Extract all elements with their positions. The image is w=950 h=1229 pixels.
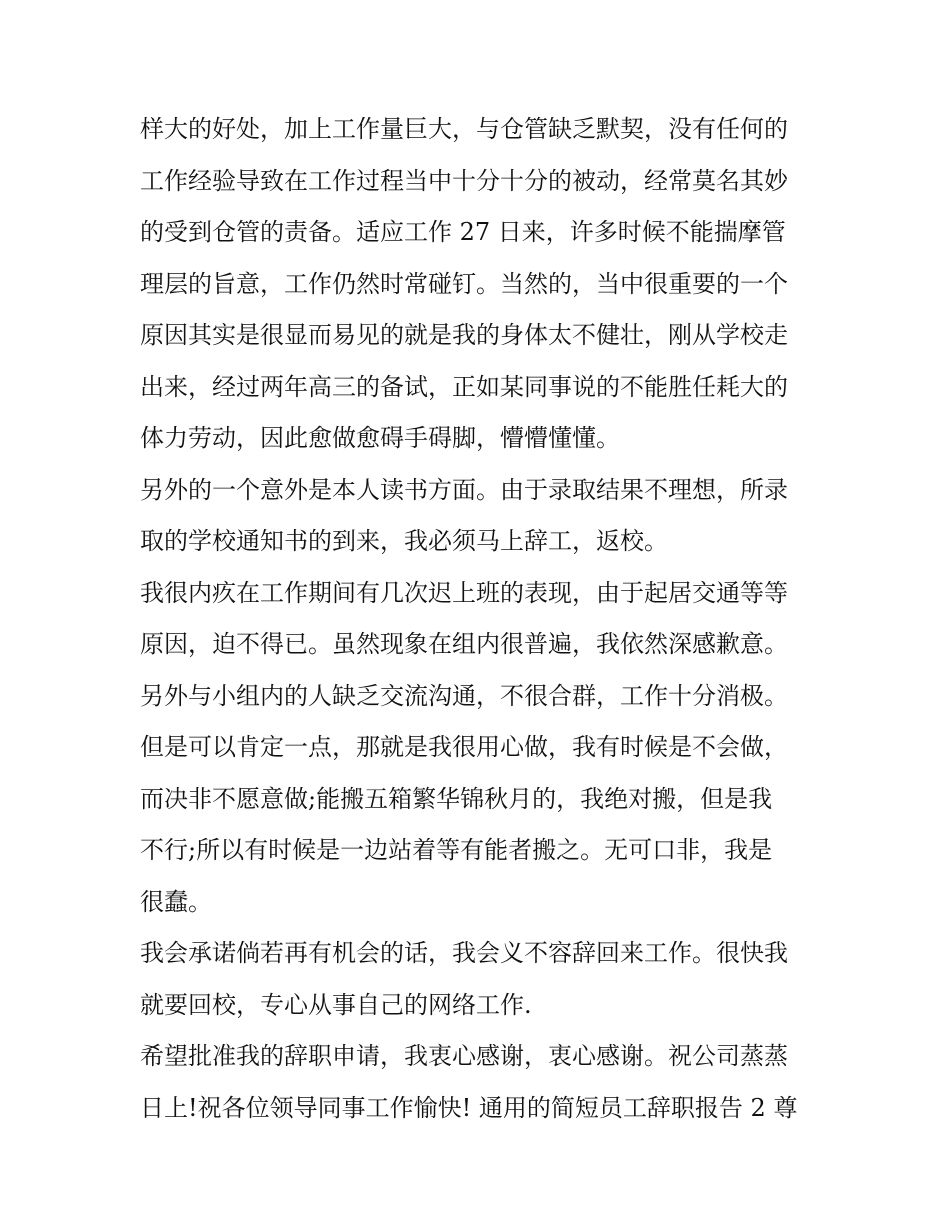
text-line: 很蠢。 bbox=[140, 887, 212, 916]
text-line: 的受到仓管的责备。适应工作 27 日来，许多时候不能揣摩管 bbox=[140, 218, 786, 246]
text-line: 取的学校通知书的到来，我必须马上辞工，返校。 bbox=[140, 527, 668, 555]
text-line: 希望批准我的辞职申请，我衷心感谢，衷心感谢。祝公司蒸蒸 bbox=[140, 1042, 788, 1070]
text-line: 我很内疚在工作期间有几次迟上班的表现，由于起居交通等等 bbox=[140, 578, 788, 607]
text-line: 样大的好处，加上工作量巨大，与仓管缺乏默契，没有任何的 bbox=[140, 115, 788, 143]
text-line: 另外的一个意外是本人读书方面。由于录取结果不理想，所录 bbox=[140, 475, 788, 504]
text-line: 不行;所以有时候是一边站着等有能者搬之。无可口非，我是 bbox=[140, 836, 773, 864]
text-line: 工作经验导致在工作过程当中十分十分的被动，经常莫名其妙 bbox=[140, 166, 788, 195]
text-line: 体力劳动，因此愈做愈碍手碍脚，懵懵懂懂。 bbox=[140, 424, 620, 452]
text-line: 而决非不愿意做;能搬五箱繁华锦秋月的，我绝对搬，但是我 bbox=[140, 784, 773, 813]
text-line: 出来，经过两年高三的备试，正如某同事说的不能胜任耗大的 bbox=[140, 372, 788, 401]
text-line: 日上!祝各位领导同事工作愉快! 通用的简短员工辞职报告 2 尊 bbox=[140, 1093, 798, 1122]
text-line: 我会承诺倘若再有机会的话，我会义不容辞回来工作。很快我 bbox=[140, 939, 788, 967]
document-body bbox=[140, 104, 820, 1134]
text-line: 原因，迫不得已。虽然现象在组内很普遍，我依然深感歉意。 bbox=[140, 630, 788, 658]
text-line: 但是可以肯定一点，那就是我很用心做，我有时候是不会做， bbox=[140, 733, 788, 761]
text-line: 就要回校，专心从事自己的网络工作. bbox=[140, 990, 532, 1019]
text-line: 另外与小组内的人缺乏交流沟通，不很合群，工作十分消极。 bbox=[140, 681, 788, 710]
text-line: 原因其实是很显而易见的就是我的身体太不健壮，刚从学校走 bbox=[140, 321, 788, 349]
text-line: 理层的旨意，工作仍然时常碰钉。当然的，当中很重要的一个 bbox=[140, 269, 788, 298]
